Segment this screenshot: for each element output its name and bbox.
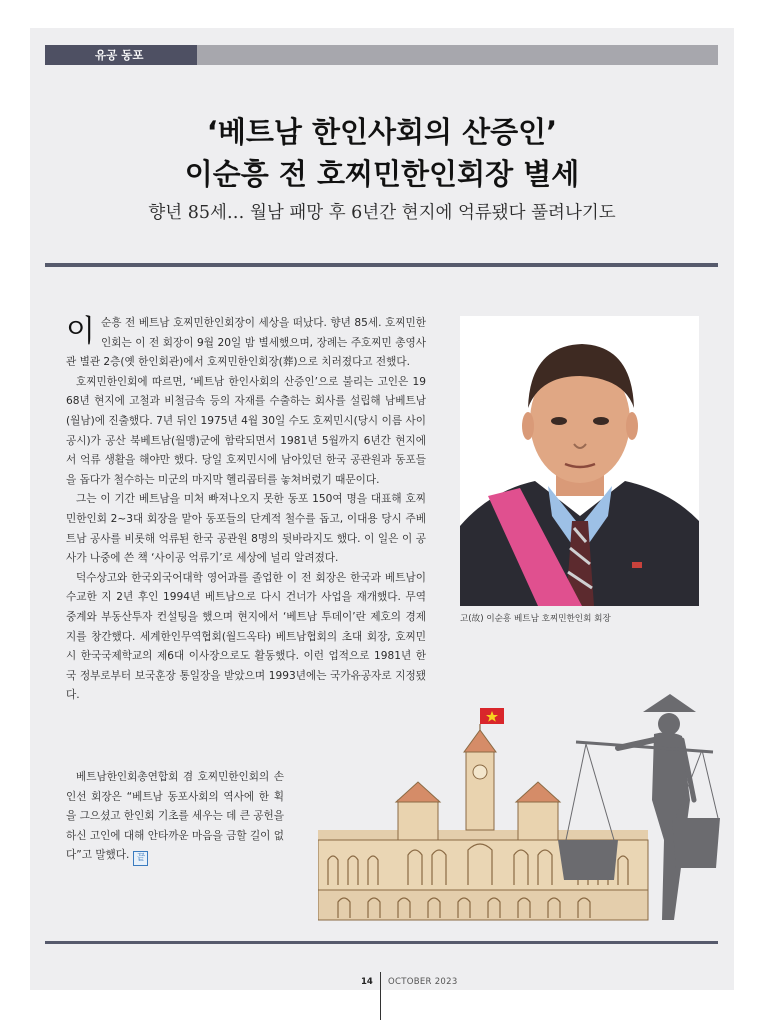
portrait-photo	[460, 316, 699, 606]
bottom-rule	[45, 941, 718, 944]
paragraph-2: 호찌민한인회에 따르면, ‘베트남 한인사회의 산증인’으로 불리는 고인은 1968년 현지에 고철과 비철금속 등의 자재를 수출하는 회사를 설립해 남베트남(월남)에 진출했다. 7년 뒤인 1975년 4월 30일 수도 호찌민시(당시 이름 사이공시)가 공산 북베트남(월맹)군에 함락되면서 1981년 5월까지 6년간 현지에서 억류 생활을 해야만 했다. 당일 호찌민시에 남아있던 한국 공관원과 동포들을 돕다가 철수하는 미군의 마지막 헬리콥터를 놓쳐버렸기 때문이다.	[66, 375, 426, 486]
page-number: 14	[361, 977, 373, 987]
subheadline: 향년 85세… 월남 패망 후 6년간 현지에 억류됐다 풀려나기도	[148, 203, 616, 223]
issue-date: OCTOBER 2023	[388, 977, 458, 987]
headline-line-2: 이순흥 전 호찌민한인회장 별세	[184, 157, 580, 191]
paragraph-1	[66, 314, 426, 373]
article-body-closing	[66, 768, 284, 866]
city-hall-and-vendor-illustration	[318, 690, 722, 930]
headline-line-1: ‘베트남 한인사회의 산증인’	[206, 115, 558, 149]
portrait-illustration	[460, 316, 699, 606]
footer-divider	[380, 972, 381, 1020]
article-body	[66, 314, 426, 706]
paragraph-5-text: 베트남한인회총연합회 겸 호찌민한인회의 손인선 회장은 “베트남 동포사회의 역사에 한 획을 그으셨고 한인회 기초를 세우는 데 큰 공헌을 하신 고인에 대해 안타까운 마음을 금할 길이 없다”고 말했다.	[66, 771, 285, 862]
paragraph-5	[66, 768, 284, 866]
paragraph-1-text: 순흥 전 베트남 호찌민한인회장이 세상을 떠났다. 향년 85세. 호찌민한인회는 이 전 회장이 9월 20일 밤 별세했으며, 장례는 주호찌민 총영사관 별관 2층(옛 한인회관)에서 호찌민한인회장(葬)으로 치러졌다고 전했다.	[66, 317, 426, 369]
paragraph-4: 덕수상고와 한국외국어대학 영어과를 졸업한 이 전 회장은 한국과 베트남이 수교한 지 2년 후인 1994년 베트남으로 다시 건너가 사업을 재개했다. 무역 중계와 부동산투자 컨설팅을 했으며 현지에서 ‘베트남 투데이’란 제호의 경제지를 창간했다. 세계한인무역협회(월드옥타) 베트남협회의 초대 회장, 호찌민시 한국국제학교의 제6대 이사장으로도 활동했다. 이런 업적으로 1981년 한국 정부로부터 보국훈장 통일장을 받았으며 1993년에는 국가유공자로 지정됐다.	[66, 571, 426, 702]
paragraph-3: 그는 이 기간 베트남을 미처 빠져나오지 못한 동포 150여 명을 대표해 호찌민한인회 2~3대 회장을 맡아 동포들의 단계적 철수를 돕고, 이대용 당시 주베트남 공사를 비롯해 억류된 한국 공관원 8명의 뒷바라지도 했다. 이 일은 이 공사가 나중에 쓴 책 ‘사이공 억류기’로 세상에 널리 알려졌다.	[66, 493, 426, 565]
top-rule	[45, 263, 718, 267]
saigon-city-hall-illustration	[318, 690, 722, 930]
section-label: 유공 동포	[45, 45, 197, 65]
drop-cap: 이	[66, 314, 95, 349]
photo-caption: 고(故) 이순흥 베트남 호찌민한인회 회장	[460, 614, 611, 624]
end-mark-icon: 끝	[133, 851, 148, 866]
